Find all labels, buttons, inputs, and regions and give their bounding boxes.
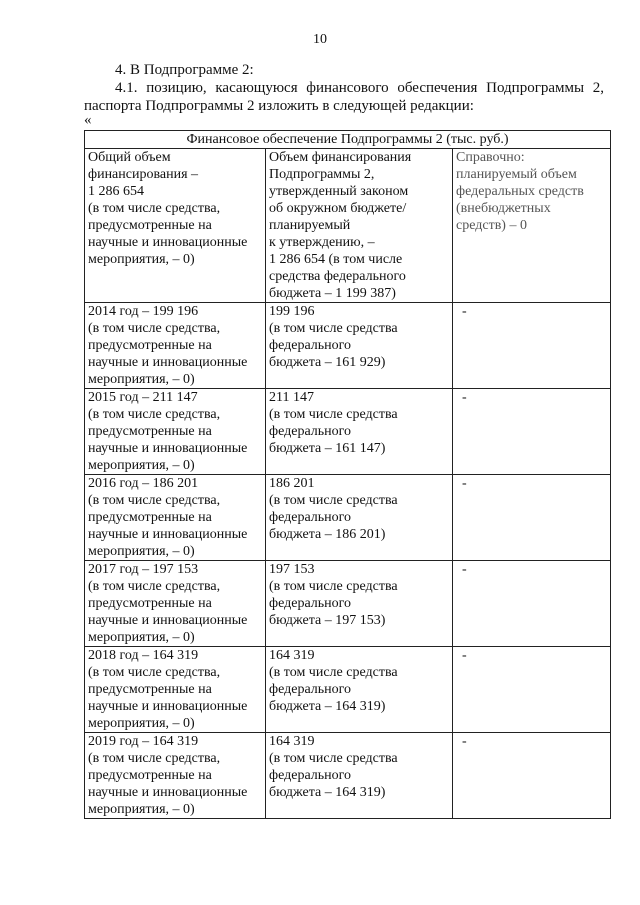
table-row [85, 647, 611, 733]
year-budget-cell [266, 475, 453, 561]
cell-text-line: мероприятия, – 0) [88, 372, 195, 387]
cell-text-line: федерального [269, 682, 352, 697]
year-total-cell [85, 303, 266, 389]
year-total-cell [85, 475, 266, 561]
cell-text-line: 186 201 [269, 476, 315, 491]
cell-text-line: научные и инновационные [88, 235, 248, 250]
amendment-paragraph [84, 79, 604, 115]
reference-dash: - [462, 390, 467, 405]
cell-text-line: предусмотренные на [88, 338, 212, 353]
cell-text-line: (в том числе средства [269, 579, 398, 594]
year-budget-cell [266, 303, 453, 389]
section-heading: 4. В Подпрограмме 2: [115, 62, 254, 78]
cell-text-line: бюджета – 197 153) [269, 613, 386, 628]
cell-text-line: (в том числе средства, [88, 579, 221, 594]
reference-dash: - [462, 304, 467, 319]
cell-text-line: 1 286 654 (в том числе [269, 252, 403, 267]
cell-text-line: федеральных средств [456, 184, 584, 199]
cell-text-line: федерального [269, 338, 352, 353]
year-total-cell [85, 389, 266, 475]
table-row [85, 561, 611, 647]
cell-text-line: Общий объем [88, 150, 171, 165]
cell-text-line: предусмотренные на [88, 596, 212, 611]
cell-text-line: предусмотренные на [88, 682, 212, 697]
cell-text-line: Подпрограммы 2, [269, 167, 375, 182]
cell-text-line: 2016 год – 186 201 [88, 476, 199, 491]
year-reference-cell [453, 475, 611, 561]
cell-text-line: (в том числе средства [269, 665, 398, 680]
cell-text-line: к утверждению, – [269, 235, 375, 250]
year-budget-cell [266, 733, 453, 819]
cell-text-line: 1 286 654 [88, 184, 144, 199]
financing-table [84, 130, 611, 819]
header-budget-volume-cell [266, 149, 453, 303]
year-reference-cell [453, 389, 611, 475]
cell-text-line: 2014 год – 199 196 [88, 304, 199, 319]
cell-text-line: средства федерального [269, 269, 406, 284]
cell-text-line: 2018 год – 164 319 [88, 648, 199, 663]
cell-text-line: (в том числе средства, [88, 665, 221, 680]
cell-text-line: утвержденный законом [269, 184, 409, 199]
paragraph-line: паспорта Подпрограммы 2 изложить в следующей редакции: [84, 98, 474, 114]
cell-text-line: об окружном бюджете/ [269, 201, 407, 216]
cell-text-line: 197 153 [269, 562, 315, 577]
year-reference-cell [453, 733, 611, 819]
table-row [85, 389, 611, 475]
cell-text-line: федерального [269, 596, 352, 611]
cell-text-line: предусмотренные на [88, 218, 212, 233]
cell-text-line: предусмотренные на [88, 510, 212, 525]
year-total-cell [85, 561, 266, 647]
cell-text-line: финансирования – [88, 167, 199, 182]
cell-text-line: научные и инновационные [88, 613, 248, 628]
cell-text-line: мероприятия, – 0) [88, 630, 195, 645]
cell-text-line: бюджета – 164 319) [269, 785, 386, 800]
cell-text-line: федерального [269, 424, 352, 439]
cell-text-line: (в том числе средства, [88, 407, 221, 422]
cell-text-line: бюджета – 164 319) [269, 699, 386, 714]
cell-text-line: 2019 год – 164 319 [88, 734, 199, 749]
cell-text-line: (в том числе средства, [88, 321, 221, 336]
cell-text-line: планируемый [269, 218, 351, 233]
cell-text-line: (в том числе средства, [88, 201, 221, 216]
cell-text-line: (в том числе средства [269, 751, 398, 766]
cell-text-line: 164 319 [269, 734, 315, 749]
table-row [85, 475, 611, 561]
year-total-cell [85, 647, 266, 733]
cell-text-line: научные и инновационные [88, 785, 248, 800]
cell-text-line: мероприятия, – 0) [88, 544, 195, 559]
cell-text-line: федерального [269, 510, 352, 525]
cell-text-line: научные и инновационные [88, 441, 248, 456]
table-caption-row [85, 131, 611, 149]
cell-text-line: научные и инновационные [88, 527, 248, 542]
year-budget-cell [266, 389, 453, 475]
cell-text-line: научные и инновационные [88, 355, 248, 370]
table-row [85, 303, 611, 389]
cell-text-line: предусмотренные на [88, 424, 212, 439]
cell-text-line: (в том числе средства [269, 493, 398, 508]
cell-text-line: бюджета – 161 929) [269, 355, 386, 370]
year-reference-cell [453, 303, 611, 389]
cell-text-line: бюджета – 186 201) [269, 527, 386, 542]
paragraph-line: 4.1. позицию, касающуюся финансового обеспечения Подпрограммы 2, [115, 80, 604, 96]
year-budget-cell [266, 647, 453, 733]
cell-text-line: мероприятия, – 0) [88, 252, 195, 267]
cell-text-line: предусмотренные на [88, 768, 212, 783]
reference-dash: - [462, 476, 467, 491]
opening-quote-mark: « [84, 112, 92, 128]
table-header-row [85, 149, 611, 303]
cell-text-line: 2015 год – 211 147 [88, 390, 198, 405]
cell-text-line: 2017 год – 197 153 [88, 562, 199, 577]
page-number: 10 [313, 32, 327, 47]
cell-text-line: средств) – 0 [456, 218, 527, 233]
year-reference-cell [453, 561, 611, 647]
header-total-volume-cell [85, 149, 266, 303]
cell-text-line: мероприятия, – 0) [88, 716, 195, 731]
cell-text-line: Объем финансирования [269, 150, 412, 165]
year-reference-cell [453, 647, 611, 733]
cell-text-line: (в том числе средства [269, 407, 398, 422]
cell-text-line: (в том числе средства [269, 321, 398, 336]
cell-text-line: мероприятия, – 0) [88, 802, 195, 817]
cell-text-line: Справочно: [456, 150, 525, 165]
cell-text-line: 199 196 [269, 304, 315, 319]
cell-text-line: (в том числе средства, [88, 751, 221, 766]
cell-text-line: федерального [269, 768, 352, 783]
cell-text-line: 211 147 [269, 390, 314, 405]
reference-dash: - [462, 562, 467, 577]
reference-dash: - [462, 734, 467, 749]
year-total-cell [85, 733, 266, 819]
cell-text-line: (в том числе средства, [88, 493, 221, 508]
year-budget-cell [266, 561, 453, 647]
cell-text-line: бюджета – 161 147) [269, 441, 386, 456]
cell-text-line: мероприятия, – 0) [88, 458, 195, 473]
reference-dash: - [462, 648, 467, 663]
cell-text-line: научные и инновационные [88, 699, 248, 714]
table-row [85, 733, 611, 819]
cell-text-line: (внебюджетных [456, 201, 551, 216]
cell-text-line: бюджета – 1 199 387) [269, 286, 396, 301]
table-caption: Финансовое обеспечение Подпрограммы 2 (тыс. руб.) [85, 131, 611, 149]
header-reference-cell [453, 149, 611, 303]
cell-text-line: планируемый объем [456, 167, 577, 182]
cell-text-line: 164 319 [269, 648, 315, 663]
